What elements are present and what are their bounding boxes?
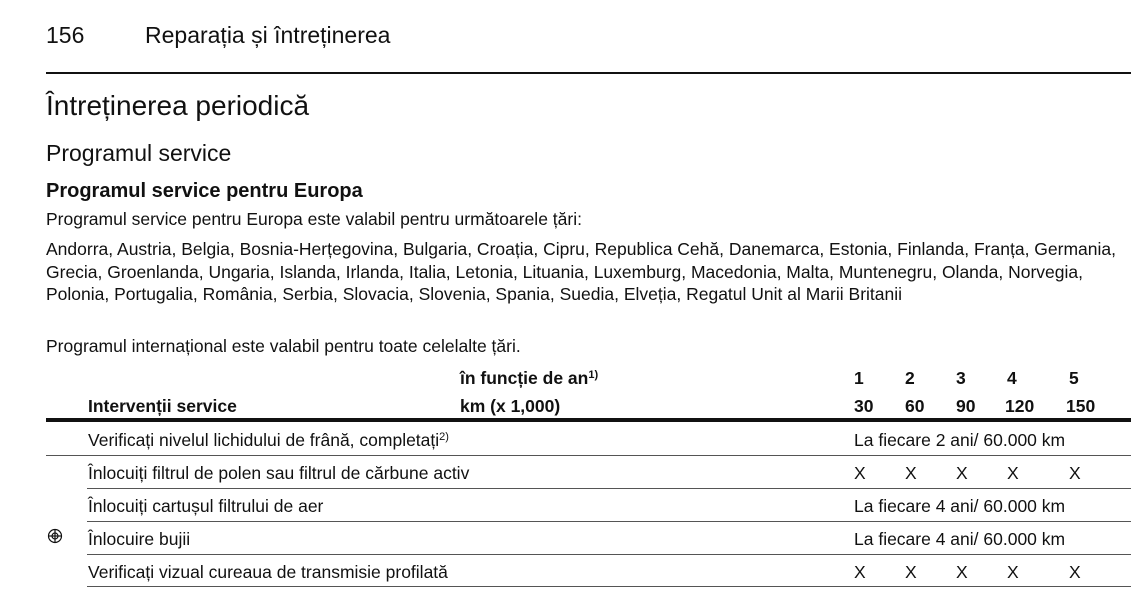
table-row-mark: X [905, 562, 917, 582]
table-row-mark: X [1069, 463, 1081, 483]
year-3-header: 3 [956, 368, 966, 388]
countries-list: Andorra, Austria, Belgia, Bosnia-Herțegovina, Bulgaria, Croația, Cipru, Republica Cehă, Danemarca, Estonia, Finlanda, Franța, Germania, Grecia, Groenlanda, Ungaria, Islanda, Irlanda, Italia, Letonia, Lituania, Luxemburg, Macedonia, Malta, Muntenegru, Olanda, Norvegia, Polonia, Portugalia, România, Serbia, Slovacia, Slovenia, Spania, Suedia, Elveția, Regatul Unit al Marii Britanii [46, 239, 1116, 305]
table-row-mark: X [1007, 463, 1019, 483]
row-divider [87, 521, 1131, 522]
year-2-header: 2 [905, 368, 915, 388]
table-row-mark: X [1069, 562, 1081, 582]
table-row-label: Înlocuire bujii [88, 529, 191, 549]
table-row-mark: X [854, 463, 866, 483]
table-row-label: Înlocuiți filtrul de polen sau filtrul de cărbune activ [88, 463, 470, 483]
row-divider [46, 455, 1131, 456]
year-column-header: în funcție de $an^{1)}$ [460, 368, 599, 388]
subsubsection-heading: Programul service pentru Europa [46, 180, 363, 202]
spark-plug-crosshair-icon [47, 528, 63, 544]
row-divider [87, 554, 1131, 555]
subsection-heading: Programul service [46, 140, 232, 166]
km-90-header: 90 [956, 396, 976, 416]
table-row-interval: La fiecare 4 ani/ 60.000 km [854, 496, 1066, 516]
km-30-header: 30 [854, 396, 874, 416]
service-column-header: Intervenții service [88, 396, 237, 416]
year-5-header: 5 [1069, 368, 1079, 388]
footnote-ref: 2) [439, 431, 449, 443]
km-column-header: km (x 1,000) [460, 396, 561, 416]
table-header-divider [46, 418, 1131, 422]
table-row-mark: X [1007, 562, 1019, 582]
section-heading: Întreținerea periodică [46, 90, 310, 121]
table-row-interval: La fiecare 2 ani/ 60.000 km [854, 430, 1066, 450]
row-divider [87, 488, 1131, 489]
km-60-header: 60 [905, 396, 925, 416]
year-4-header: 4 [1007, 368, 1017, 388]
header-divider [46, 72, 1131, 74]
footnote-ref: 1) [588, 369, 599, 381]
table-row-label: Înlocuiți cartușul filtrului de aer [88, 496, 324, 516]
table-row-mark: X [956, 463, 968, 483]
table-row-interval: La fiecare 4 ani/ 60.000 km [854, 529, 1066, 549]
year-1-header: 1 [854, 368, 864, 388]
table-row-label: Verificați nivelul lichidului de frână, completați$^{2)}$ [88, 430, 449, 450]
km-150-header: 150 [1066, 396, 1096, 416]
intro-paragraph: Programul service pentru Europa este valabil pentru următoarele țări: [46, 209, 582, 229]
table-row-mark: X [956, 562, 968, 582]
page-number: 156 [46, 22, 85, 48]
chapter-title: Reparația și întreținerea [145, 22, 391, 48]
table-row-mark: X [905, 463, 917, 483]
km-120-header: 120 [1005, 396, 1035, 416]
row-divider [87, 586, 1131, 587]
table-row-mark: X [854, 562, 866, 582]
table-row-label: Verificați vizual cureaua de transmisie profilată [88, 562, 448, 582]
international-paragraph: Programul internațional este valabil pentru toate celelalte țări. [46, 336, 521, 356]
